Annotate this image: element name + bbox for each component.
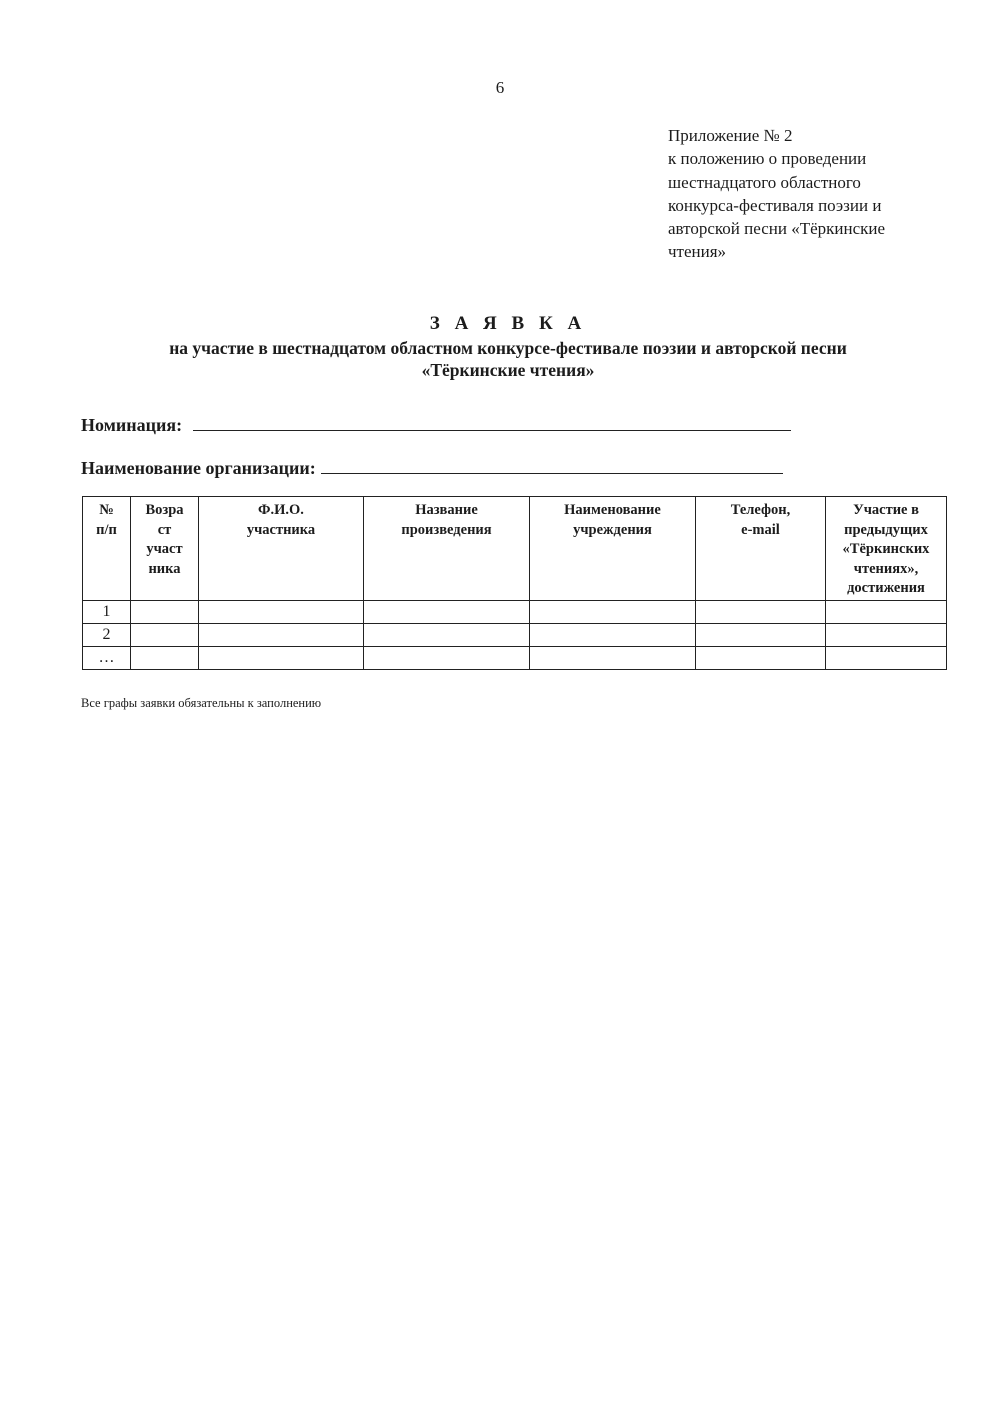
nomination-input-line[interactable] [193,412,791,431]
row-number-cell: 2 [83,624,131,647]
column-header-number [83,497,131,601]
nomination-field [81,412,791,436]
table-cell[interactable] [530,647,696,670]
header-text-line: ника [148,560,181,577]
table-cell[interactable] [530,624,696,647]
row-number-cell: 1 [83,601,131,624]
document-subtitle [0,337,1000,381]
header-text-line: Название [415,502,478,518]
header-text-line: участника [246,521,316,538]
table-cell[interactable] [826,647,947,670]
header-text-line: Телефон, [730,502,791,518]
subtitle-line: «Тёркинские чтения» [421,360,595,380]
appendix-line: чтения» [668,242,727,262]
appendix-block [668,124,968,264]
organization-label: Наименование организации: [81,458,316,478]
header-text-line: чтениях», [853,560,919,577]
header-text-line: ст [157,521,172,538]
column-header-work-title [364,497,530,601]
header-text-line: «Тёркинских [842,541,930,557]
organization-field [81,455,783,479]
table-row [83,601,947,624]
table-cell[interactable] [696,601,826,624]
table-cell[interactable] [530,601,696,624]
table-header-row [83,497,947,601]
table-cell[interactable] [364,601,530,624]
header-text-line: Участие в [853,502,919,518]
table-cell[interactable] [696,624,826,647]
table-cell[interactable] [199,647,364,670]
appendix-line: к положению о проведении [668,149,867,169]
application-table [82,496,947,670]
table-cell[interactable] [826,601,947,624]
appendix-line: Приложение № 2 [668,126,793,145]
column-header-previous-participation [826,497,947,601]
table-cell[interactable] [364,647,530,670]
subtitle-line: на участие в шестнадцатом областном конкурсе-фестивале поэзии и авторской песни [169,338,847,358]
row-number-cell: … [83,647,131,670]
column-header-name [199,497,364,601]
table-body [83,601,947,670]
header-text-line: учреждения [573,521,652,538]
page-number: 6 [495,78,505,97]
header-text-line: участ [146,541,183,557]
table-cell[interactable] [826,624,947,647]
column-header-contact [696,497,826,601]
organization-input-line[interactable] [321,455,783,474]
header-text-line: п/п [96,521,117,538]
nomination-label: Номинация: [81,415,183,435]
table-row [83,647,947,670]
note-text: Все графы заявки обязательны к заполнению [81,696,322,710]
appendix-line: шестнадцатого областного [668,172,861,192]
header-text-line: произведения [401,521,492,538]
table-row [83,624,947,647]
header-text-line: Наименование [564,502,661,518]
table-cell[interactable] [199,624,364,647]
header-text-line: Ф.И.О. [258,502,304,518]
appendix-line: авторской песни «Тёркинские [668,219,886,239]
header-text-line: достижения [847,580,925,596]
header-text-line: № [99,502,114,518]
column-header-institution [530,497,696,601]
table-cell[interactable] [696,647,826,670]
header-text-line: предыдущих [844,521,928,538]
document-title: З А Я В К А [429,313,587,334]
column-header-age [131,497,199,601]
table-cell[interactable] [131,624,199,647]
header-text-line: e-mail [741,521,780,538]
table-cell[interactable] [131,601,199,624]
table-cell[interactable] [364,624,530,647]
table-cell[interactable] [199,601,364,624]
appendix-line: конкурса-фестиваля поэзии и [668,195,882,215]
header-text-line: Возра [145,502,184,518]
table-cell[interactable] [131,647,199,670]
